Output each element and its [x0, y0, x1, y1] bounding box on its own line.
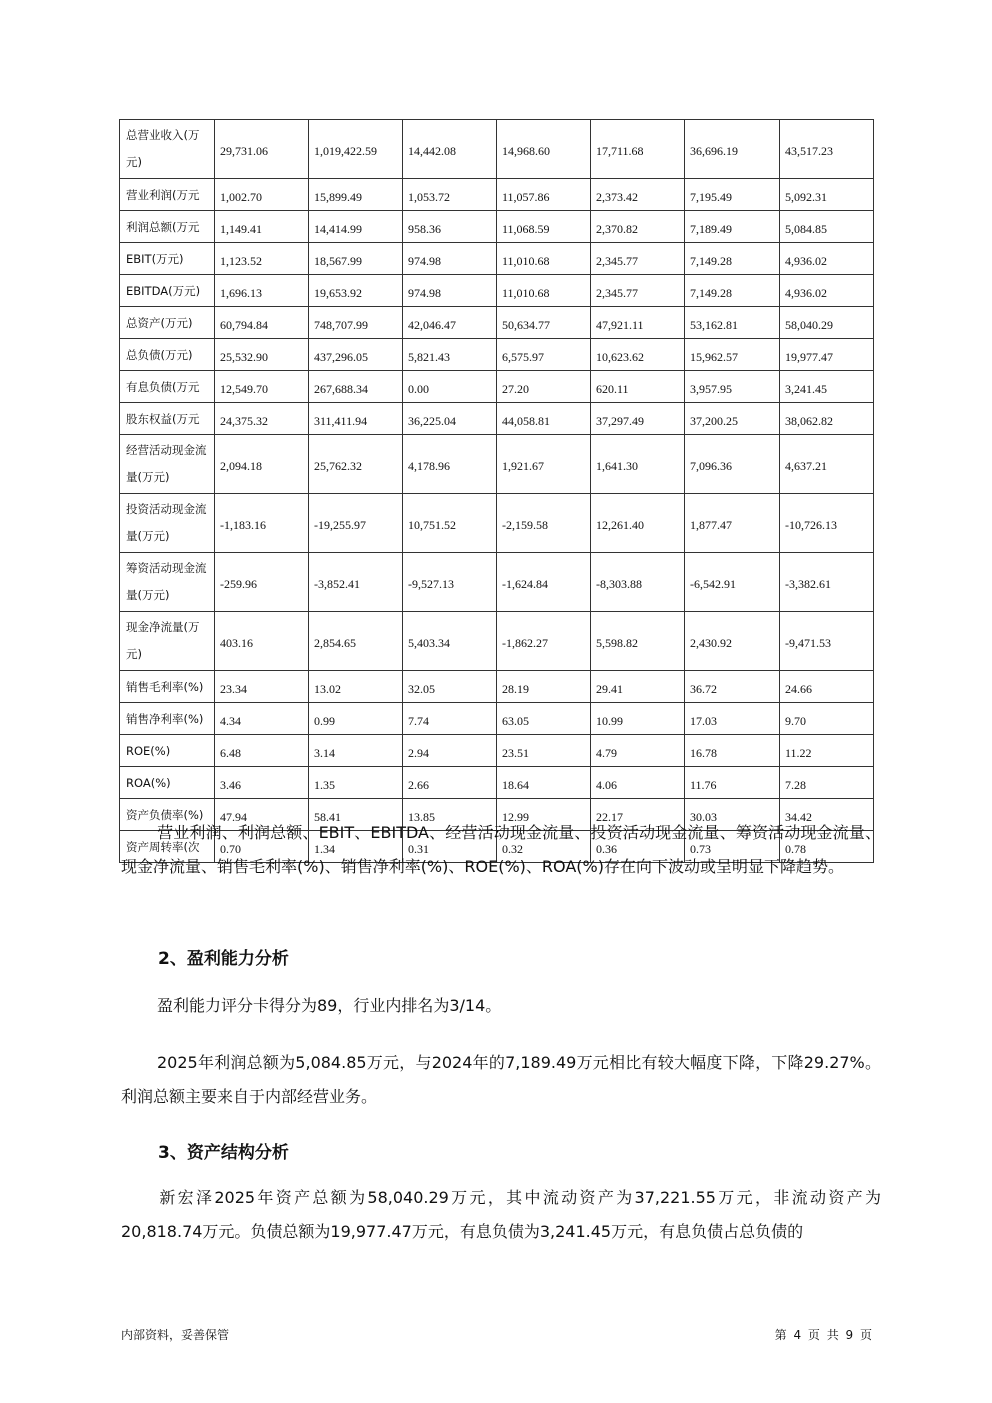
table-cell: 5,084.85 [780, 211, 874, 243]
table-cell: 0.36 [591, 831, 685, 863]
table-cell: 4,637.21 [780, 435, 874, 494]
table-cell: 10,751.52 [403, 494, 497, 553]
table-cell: -8,303.88 [591, 553, 685, 612]
table-cell: 748,707.99 [309, 307, 403, 339]
row-label: 有息负债(万元 [120, 371, 215, 403]
table-row [120, 612, 874, 671]
table-row [120, 703, 874, 735]
table-cell: 15,962.57 [685, 339, 780, 371]
table-row [120, 179, 874, 211]
table-cell: 47.94 [215, 799, 309, 831]
table-cell: 0.31 [403, 831, 497, 863]
table-cell: 44,058.81 [497, 403, 591, 435]
table-cell: 437,296.05 [309, 339, 403, 371]
table-cell: 15,899.49 [309, 179, 403, 211]
table-cell: 11,010.68 [497, 243, 591, 275]
table-cell: 58,040.29 [780, 307, 874, 339]
table-cell: -259.96 [215, 553, 309, 612]
profit-score-paragraph [121, 989, 881, 1023]
table-cell: 2,345.77 [591, 243, 685, 275]
table-cell: 37,297.49 [591, 403, 685, 435]
row-label: ROE(%) [120, 735, 215, 767]
profit-detail-text: 2025年利润总额为5,084.85万元，与2024年的7,189.49万元相比有较大幅度下降，下降29.27%。利润总额主要来自于内部经营业务。 [121, 1053, 881, 1106]
table-cell: 4,936.02 [780, 243, 874, 275]
table-cell: 5,821.43 [403, 339, 497, 371]
row-label: 资产周转率(次 [120, 831, 215, 863]
table-body [120, 120, 874, 863]
table-cell: 11,010.68 [497, 275, 591, 307]
row-label: 利润总额(万元 [120, 211, 215, 243]
table-cell: -2,159.58 [497, 494, 591, 553]
table-cell: 4.34 [215, 703, 309, 735]
table-cell: 58.41 [309, 799, 403, 831]
table-cell: 23.34 [215, 671, 309, 703]
footer-confidential-note: 内部资料，妥善保管 [121, 1328, 230, 1342]
table-cell: 7,195.49 [685, 179, 780, 211]
table-row [120, 403, 874, 435]
table-cell: 1,053.72 [403, 179, 497, 211]
table-row [120, 339, 874, 371]
table-cell: 3,957.95 [685, 371, 780, 403]
table-cell: 1,921.67 [497, 435, 591, 494]
row-label: ROA(%) [120, 767, 215, 799]
table-cell: 36.72 [685, 671, 780, 703]
table-cell: 0.73 [685, 831, 780, 863]
table-cell: -6,542.91 [685, 553, 780, 612]
table-cell: 11.76 [685, 767, 780, 799]
table-cell: 2,854.65 [309, 612, 403, 671]
table-cell: -1,862.27 [497, 612, 591, 671]
asset-detail-text: 新宏泽2025年资产总额为58,040.29万元，其中流动资产为37,221.55万元，非流动资产为20,818.74万元。负债总额为19,977.47万元，有息负债为3,241.45万元，有息负债占总负债的 [121, 1188, 881, 1241]
table-cell: -9,527.13 [403, 553, 497, 612]
table-cell: 43,517.23 [780, 120, 874, 179]
table-cell: 53,162.81 [685, 307, 780, 339]
table-cell: 1,877.47 [685, 494, 780, 553]
table-cell: 1,002.70 [215, 179, 309, 211]
table-cell: 12.99 [497, 799, 591, 831]
table-row [120, 671, 874, 703]
table-cell: 3,241.45 [780, 371, 874, 403]
table-cell: 63.05 [497, 703, 591, 735]
table-cell: 13.02 [309, 671, 403, 703]
table-cell: 25,762.32 [309, 435, 403, 494]
table-cell: 27.20 [497, 371, 591, 403]
table-cell: 38,062.82 [780, 403, 874, 435]
table-cell: 18,567.99 [309, 243, 403, 275]
row-label: EBIT(万元) [120, 243, 215, 275]
table-cell: -3,382.61 [780, 553, 874, 612]
table-cell: -9,471.53 [780, 612, 874, 671]
table-cell: 7.28 [780, 767, 874, 799]
table-cell: 1,696.13 [215, 275, 309, 307]
table-cell: 28.19 [497, 671, 591, 703]
table-row [120, 243, 874, 275]
row-label: EBITDA(万元) [120, 275, 215, 307]
trend-text: 营业利润、利润总额、EBIT、EBITDA、经营活动现金流量、投资活动现金流量、筹资活动现金流量、现金净流量、销售毛利率(%)、销售净利率(%)、ROE(%)、ROA(%)存在向下波动或呈明显下降趋势。 [121, 823, 881, 876]
table-cell: 1.35 [309, 767, 403, 799]
table-row [120, 275, 874, 307]
table-cell: 0.99 [309, 703, 403, 735]
table-row [120, 307, 874, 339]
table-cell: 0.78 [780, 831, 874, 863]
row-label: 投资活动现金流量(万元) [120, 494, 215, 553]
table-cell: 19,977.47 [780, 339, 874, 371]
table-cell: 2,373.42 [591, 179, 685, 211]
profit-detail-paragraph [121, 1046, 881, 1114]
table-cell: 12,549.70 [215, 371, 309, 403]
table-row [120, 735, 874, 767]
footer-page-number: 第 4 页 共 9 页 [774, 1328, 872, 1342]
table-cell: 2,094.18 [215, 435, 309, 494]
table-cell: 0.70 [215, 831, 309, 863]
table-cell: 11.22 [780, 735, 874, 767]
table-cell: 4,936.02 [780, 275, 874, 307]
table-cell: 1,641.30 [591, 435, 685, 494]
row-label: 资产负债率(%) [120, 799, 215, 831]
table-cell: 620.11 [591, 371, 685, 403]
table-cell: 2.66 [403, 767, 497, 799]
table-cell: 9.70 [780, 703, 874, 735]
table-cell: 1.34 [309, 831, 403, 863]
table-cell: 22.17 [591, 799, 685, 831]
table-cell: 958.36 [403, 211, 497, 243]
table-cell: 37,200.25 [685, 403, 780, 435]
table-cell: 974.98 [403, 243, 497, 275]
trend-paragraph [121, 816, 881, 884]
table-cell: 13.85 [403, 799, 497, 831]
table-row [120, 494, 874, 553]
table-cell: -1,624.84 [497, 553, 591, 612]
table-cell: 18.64 [497, 767, 591, 799]
row-label: 筹资活动现金流量(万元) [120, 553, 215, 612]
table-cell: -3,852.41 [309, 553, 403, 612]
row-label: 总营业收入(万元) [120, 120, 215, 179]
table-cell: 2,370.82 [591, 211, 685, 243]
asset-detail-paragraph [121, 1181, 881, 1249]
table-cell: 10,623.62 [591, 339, 685, 371]
table-cell: 36,225.04 [403, 403, 497, 435]
row-label: 总资产(万元) [120, 307, 215, 339]
table-cell: 29,731.06 [215, 120, 309, 179]
section-heading-profitability: 2、盈利能力分析 [158, 949, 289, 969]
row-label: 营业利润(万元 [120, 179, 215, 211]
table-cell: 5,403.34 [403, 612, 497, 671]
table-cell: 3.46 [215, 767, 309, 799]
table-cell: 267,688.34 [309, 371, 403, 403]
table-cell: 19,653.92 [309, 275, 403, 307]
table-cell: 14,442.08 [403, 120, 497, 179]
table-cell: 2,345.77 [591, 275, 685, 307]
section-heading-asset-structure: 3、资产结构分析 [158, 1143, 289, 1163]
table-cell: 36,696.19 [685, 120, 780, 179]
table-cell: 23.51 [497, 735, 591, 767]
table-cell: 29.41 [591, 671, 685, 703]
row-label: 经营活动现金流量(万元) [120, 435, 215, 494]
table-cell: 50,634.77 [497, 307, 591, 339]
table-cell: 10.99 [591, 703, 685, 735]
table-cell: 311,411.94 [309, 403, 403, 435]
table-cell: 17.03 [685, 703, 780, 735]
table-row [120, 371, 874, 403]
table-cell: 7,189.49 [685, 211, 780, 243]
table-cell: 6,575.97 [497, 339, 591, 371]
table-row [120, 211, 874, 243]
table-cell: 1,123.52 [215, 243, 309, 275]
row-label: 总负债(万元) [120, 339, 215, 371]
profit-score-text: 盈利能力评分卡得分为89，行业内排名为3/14。 [157, 996, 502, 1015]
table-cell: 1,019,422.59 [309, 120, 403, 179]
table-cell: 34.42 [780, 799, 874, 831]
table-cell: 3.14 [309, 735, 403, 767]
table-cell: 12,261.40 [591, 494, 685, 553]
row-label: 销售净利率(%) [120, 703, 215, 735]
table-cell: 32.05 [403, 671, 497, 703]
table-cell: 47,921.11 [591, 307, 685, 339]
table-cell: 974.98 [403, 275, 497, 307]
table-row [120, 767, 874, 799]
table-cell: 2.94 [403, 735, 497, 767]
table-cell: 30.03 [685, 799, 780, 831]
table-row [120, 120, 874, 179]
table-cell: -19,255.97 [309, 494, 403, 553]
table-row [120, 553, 874, 612]
table-cell: 403.16 [215, 612, 309, 671]
table-cell: -10,726.13 [780, 494, 874, 553]
table-cell: 14,414.99 [309, 211, 403, 243]
table-cell: 5,092.31 [780, 179, 874, 211]
table-cell: 2,430.92 [685, 612, 780, 671]
table-cell: 4,178.96 [403, 435, 497, 494]
table-cell: 17,711.68 [591, 120, 685, 179]
table-cell: 11,057.86 [497, 179, 591, 211]
row-label: 现金净流量(万元) [120, 612, 215, 671]
table-row [120, 435, 874, 494]
table-cell: 0.32 [497, 831, 591, 863]
table-cell: 25,532.90 [215, 339, 309, 371]
table-cell: 4.06 [591, 767, 685, 799]
row-label: 股东权益(万元 [120, 403, 215, 435]
table-cell: 1,149.41 [215, 211, 309, 243]
financial-metrics-table [119, 119, 874, 863]
table-cell: 11,068.59 [497, 211, 591, 243]
table-cell: 7,149.28 [685, 275, 780, 307]
table-cell: 7,096.36 [685, 435, 780, 494]
table-cell: 7.74 [403, 703, 497, 735]
table-cell: -1,183.16 [215, 494, 309, 553]
table-cell: 14,968.60 [497, 120, 591, 179]
table-cell: 60,794.84 [215, 307, 309, 339]
table-cell: 0.00 [403, 371, 497, 403]
table-cell: 42,046.47 [403, 307, 497, 339]
table-cell: 16.78 [685, 735, 780, 767]
table-cell: 24.66 [780, 671, 874, 703]
row-label: 销售毛利率(%) [120, 671, 215, 703]
table-cell: 6.48 [215, 735, 309, 767]
table-cell: 24,375.32 [215, 403, 309, 435]
table-cell: 7,149.28 [685, 243, 780, 275]
table-cell: 4.79 [591, 735, 685, 767]
table-cell: 5,598.82 [591, 612, 685, 671]
